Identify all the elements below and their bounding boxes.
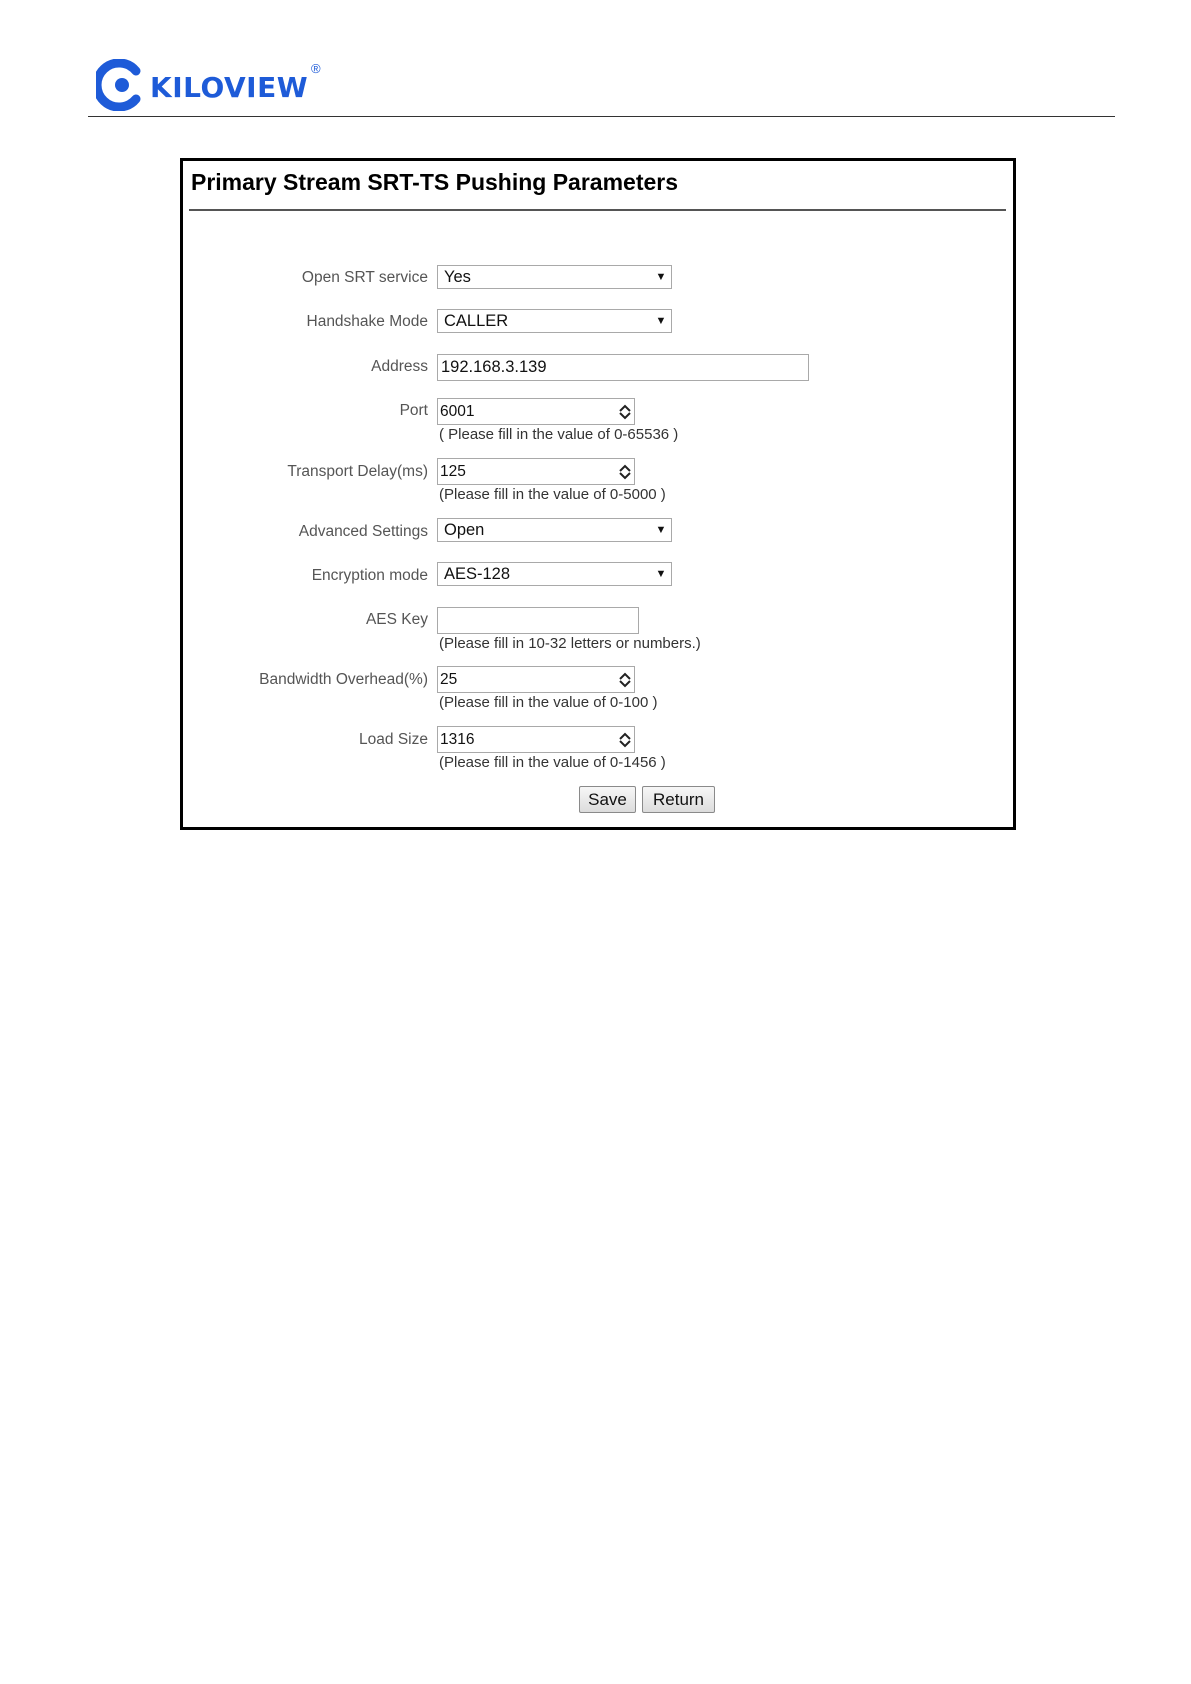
open-srt-label: Open SRT service	[301, 269, 428, 286]
load-size-stepper-buttons[interactable]	[616, 727, 634, 752]
srt-settings-panel	[180, 158, 1016, 830]
load-size-label: Load Size	[359, 731, 428, 748]
delay-hint: (Please fill in the value of 0-5000 )	[439, 486, 666, 503]
bandwidth-value: 25	[440, 670, 458, 688]
encryption-value: AES-128	[444, 564, 511, 583]
dropdown-arrow-icon: ▼	[655, 271, 667, 283]
chevron-up-icon[interactable]	[619, 732, 631, 740]
load-size-spinner[interactable]	[437, 726, 635, 753]
delay-label: Transport Delay(ms)	[287, 463, 428, 480]
chevron-down-icon[interactable]	[619, 412, 631, 420]
aes-key-label: AES Key	[365, 611, 428, 628]
encryption-select[interactable]	[437, 562, 672, 586]
chevron-up-icon[interactable]	[619, 672, 631, 680]
panel-title: Primary Stream SRT-TS Pushing Parameters	[191, 169, 679, 195]
save-button[interactable]: Save	[579, 786, 636, 813]
open-srt-value: Yes	[444, 267, 471, 286]
advanced-select[interactable]	[437, 518, 672, 542]
port-label: Port	[399, 402, 428, 419]
delay-spinner[interactable]	[437, 458, 635, 485]
bandwidth-hint: (Please fill in the value of 0-100 )	[439, 694, 658, 711]
title-divider	[189, 209, 1006, 211]
address-label: Address	[371, 358, 428, 375]
aes-key-hint: (Please fill in 10-32 letters or numbers.)	[439, 635, 701, 652]
load-size-hint: (Please fill in the value of 0-1456 )	[439, 754, 666, 771]
bandwidth-label: Bandwidth Overhead(%)	[259, 671, 428, 688]
return-button[interactable]: Return	[642, 786, 715, 813]
advanced-value: Open	[444, 520, 485, 539]
aes-key-input[interactable]	[437, 607, 639, 634]
bandwidth-stepper-buttons[interactable]	[616, 667, 634, 692]
bandwidth-spinner[interactable]	[437, 666, 635, 693]
delay-stepper-buttons[interactable]	[616, 459, 634, 484]
chevron-down-icon[interactable]	[619, 680, 631, 688]
chevron-down-icon[interactable]	[619, 740, 631, 748]
load-size-value: 1316	[440, 730, 475, 748]
encryption-label: Encryption mode	[311, 567, 428, 584]
handshake-value: CALLER	[444, 311, 509, 330]
header-divider	[88, 116, 1115, 117]
kiloview-logo	[96, 58, 308, 112]
chevron-up-icon[interactable]	[619, 404, 631, 412]
chevron-down-icon[interactable]	[619, 472, 631, 480]
port-spinner[interactable]	[437, 398, 635, 425]
brand-name: KILOVIEW	[150, 70, 309, 104]
port-hint: ( Please fill in the value of 0-65536 )	[439, 426, 679, 443]
port-stepper-buttons[interactable]	[616, 399, 634, 424]
dropdown-arrow-icon: ▼	[655, 568, 667, 580]
chevron-up-icon[interactable]	[619, 464, 631, 472]
handshake-select[interactable]	[437, 309, 672, 333]
address-input[interactable]: 192.168.3.139	[437, 354, 809, 381]
handshake-label: Handshake Mode	[306, 313, 428, 330]
registered-mark: ®	[311, 61, 321, 76]
dropdown-arrow-icon: ▼	[655, 315, 667, 327]
open-srt-select[interactable]	[437, 265, 672, 289]
kiloview-logo-icon	[96, 59, 144, 111]
port-value: 6001	[440, 402, 475, 420]
dropdown-arrow-icon: ▼	[655, 524, 667, 536]
delay-value: 125	[440, 462, 466, 480]
advanced-label: Advanced Settings	[298, 523, 428, 540]
